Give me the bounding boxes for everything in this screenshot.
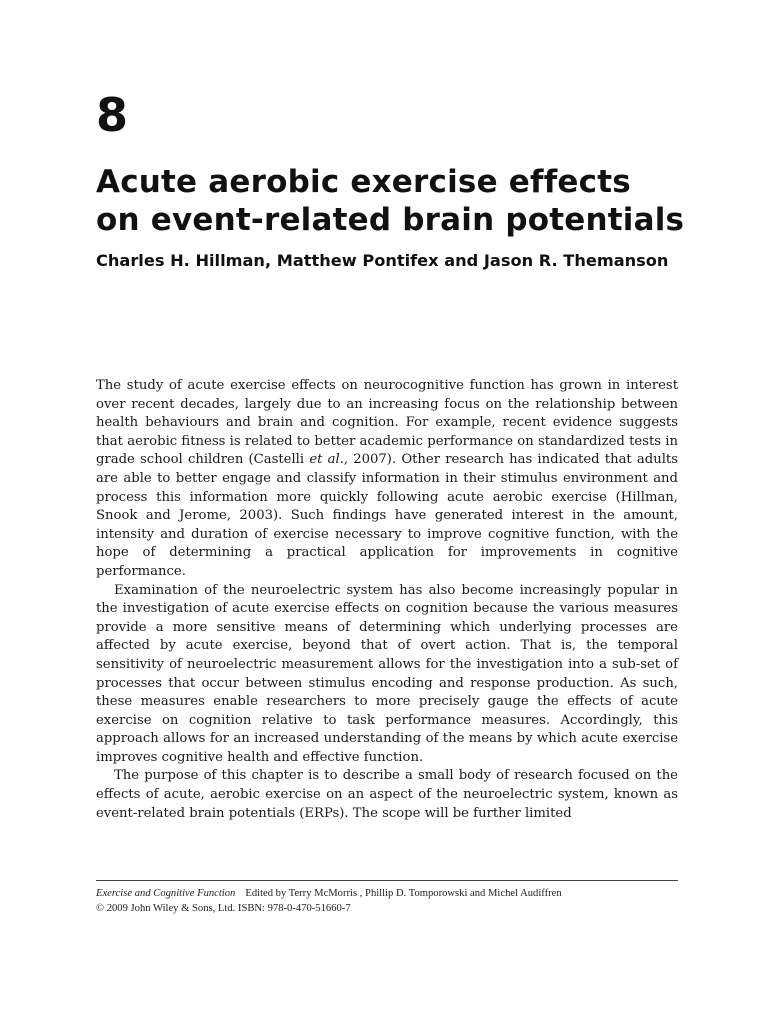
chapter-title-line-1: Acute aerobic exercise effects [96,164,631,200]
paragraph-1-text-a: The study of acute exercise effects on neurocognitive function has grown in interest over recent decades, largely due to an increasing focus on the relationship between health behaviours and brain and cognition. For example, recent evidence suggests that aerobic fitness is related to better academic performance on standardized tests in grade school children (Castelli [96,378,678,468]
footer-editors: Edited by Terry McMorris , Phillip D. Tomporowski and Michel Audiffren [245,888,562,899]
footer-copyright: © 2009 John Wiley & Sons, Ltd. ISBN: 978-0-470-51660-7 [96,903,351,914]
body-paragraph-3: The purpose of this chapter is to describe a small body of research focused on the effects of acute, aerobic exercise on an aspect of the neuroelectric system, known as event-related brain potentials (ERPs). The scope will be further limited [96,768,678,821]
paragraph-1-italic: et al. [309,452,344,468]
footer-line-1 [96,886,678,901]
chapter-number: 8 [96,88,129,142]
document-page [96,0,685,1024]
footer-divider [96,880,678,881]
chapter-authors: Charles H. Hillman, Matthew Pontifex and Jason R. Themanson [96,251,669,270]
chapter-body [96,377,678,823]
footer-book-title: Exercise and Cognitive Function [96,888,236,899]
page-footer [96,886,678,916]
chapter-title [96,163,685,239]
chapter-title-line-2: on event-related brain potentials [96,202,685,238]
body-paragraph-2: Examination of the neuroelectric system has also become increasingly popular in the investigation of acute exercise effects on cognition because the various measures provide a more sensitive means of determining which underlying processes are affected by acute exercise, beyond that of overt action. That is, the temporal sensitivity of neuroelectric measurement allows for the investigation into a sub-set of processes that occur between stimulus encoding and response production. As such, these measures enable researchers to more precisely gauge the effects of acute exercise on cognition relative to task performance measures. Accordingly, this approach allows for an increased understanding of the means by which acute exercise improves cognitive health and effective function. [96,582,678,765]
body-paragraph-1 [96,377,678,582]
paragraph-1-text-b: , 2007). Other research has indicated that adults are able to better engage and classify information in their stimulus environment and process this information more quickly following acute aerobic exercise (Hillman, Snook and Jerome, 2003). Such findings have generated interest in the amount, intensity and duration of exercise necessary to improve cognitive function, with the hope of determining a practical application for improvements in cognitive performance. [96,452,678,579]
